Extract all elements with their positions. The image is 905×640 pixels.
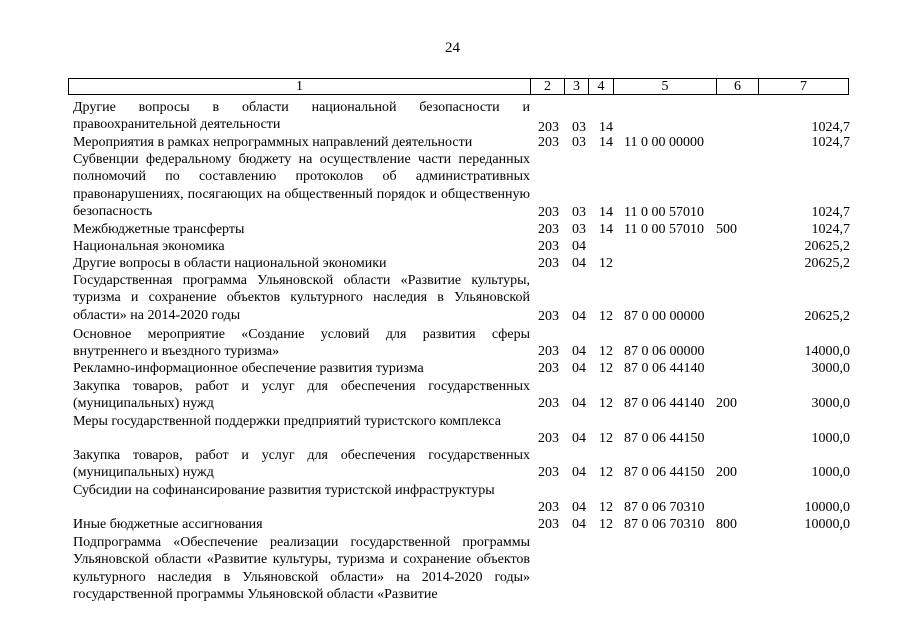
header-col-6: 6 [716,79,758,94]
code-ss: 14 [599,222,613,237]
row-description: Основное мероприятие «Создание условий для развития сферы внутреннего и въездного туризма» [73,327,530,360]
row-codes [0,308,905,325]
row-sum: 20625,2 [804,256,850,271]
code-ss: 12 [599,344,613,359]
code-rz: 203 [538,239,559,254]
code-rz: 203 [538,135,559,150]
header-col-5: 5 [613,79,716,94]
row-codes [0,516,905,533]
row-codes [0,499,905,516]
row-sum: 1024,7 [811,205,850,220]
row-description: Другие вопросы в области национальной безопасности и правоохранительной деятельности [73,100,530,133]
code-ss: 14 [599,135,613,150]
code-pr: 04 [572,256,586,271]
code-pr: 04 [572,361,586,376]
code-pr: 04 [572,517,586,532]
code-rz: 203 [538,517,559,532]
code-rz: 203 [538,120,559,135]
row-description: Иные бюджетные ассигнования [73,517,263,532]
row-description: Субсидии на софинансирование развития туристской инфраструктуры [73,483,495,498]
row-description: Другие вопросы в области национальной экономики [73,256,387,271]
code-cs: 11 0 00 57010 [624,222,704,237]
code-rz: 203 [538,256,559,271]
header-col-7: 7 [758,79,848,94]
row-codes [0,238,905,255]
code-ss: 12 [599,431,613,446]
code-cs: 11 0 00 00000 [624,135,704,150]
code-cs: 87 0 06 00000 [624,344,705,359]
row-sum: 3000,0 [811,361,850,376]
code-cs: 87 0 06 70310 [624,500,705,515]
row-sum: 20625,2 [804,309,850,324]
code-rz: 203 [538,500,559,515]
row-codes [0,360,905,377]
row-sum: 1024,7 [811,135,850,150]
row-sum: 1024,7 [811,120,850,135]
code-cs: 87 0 06 44150 [624,431,705,446]
row-description: Закупка товаров, работ и услуг для обеспечения государственных (муниципальных) нужд [73,379,530,412]
row-codes [0,430,905,447]
code-cs: 87 0 06 70310 [624,517,705,532]
code-pr: 04 [572,465,586,480]
row-codes [0,464,905,481]
code-rz: 203 [538,205,559,220]
row-sum: 3000,0 [811,396,850,411]
code-cs: 11 0 00 57010 [624,205,704,220]
header-col-2: 2 [530,79,564,94]
code-rz: 203 [538,222,559,237]
code-rz: 203 [538,431,559,446]
code-ss: 14 [599,120,613,135]
header-col-3: 3 [564,79,588,94]
header-col-1: 1 [296,79,303,94]
code-cs: 87 0 06 44150 [624,465,705,480]
code-cs: 87 0 00 00000 [624,309,705,324]
code-ss: 14 [599,205,613,220]
code-ss: 12 [599,517,613,532]
row-description: Межбюджетные трансферты [73,222,245,237]
row-description: Меры государственной поддержки предприятий туристского комплекса [73,414,501,429]
row-description: Субвенции федеральному бюджету на осуществление части переданных полномочий по составлению протоколов об административных правонарушениях, посягающих на общественный порядок и общественную безопасность [73,152,530,220]
code-pr: 03 [572,120,586,135]
row-description: Закупка товаров, работ и услуг для обеспечения государственных (муниципальных) нужд [73,448,530,481]
row-sum: 10000,0 [804,517,850,532]
row-codes [0,395,905,412]
code-vr: 800 [716,517,737,532]
code-pr: 04 [572,396,586,411]
code-ss: 12 [599,396,613,411]
code-pr: 04 [572,431,586,446]
row-sum: 20625,2 [804,239,850,254]
code-ss: 12 [599,500,613,515]
code-pr: 04 [572,344,586,359]
code-pr: 04 [572,239,586,254]
code-vr: 500 [716,222,737,237]
code-ss: 12 [599,361,613,376]
code-rz: 203 [538,465,559,480]
code-rz: 203 [538,344,559,359]
code-pr: 03 [572,135,586,150]
row-sum: 1000,0 [811,431,850,446]
row-codes [0,134,905,151]
code-pr: 04 [572,309,586,324]
code-vr: 200 [716,465,737,480]
code-ss: 12 [599,465,613,480]
code-pr: 04 [572,500,586,515]
page-number: 24 [445,40,460,56]
code-rz: 203 [538,361,559,376]
code-rz: 203 [538,396,559,411]
row-codes [0,255,905,272]
code-pr: 03 [572,222,586,237]
row-codes [0,204,905,221]
row-description: Мероприятия в рамках непрограммных направлений деятельности [73,135,473,150]
code-ss: 12 [599,309,613,324]
header-col-4: 4 [588,79,613,94]
code-cs: 87 0 06 44140 [624,396,705,411]
code-vr: 200 [716,396,737,411]
row-sum: 1000,0 [811,465,850,480]
row-description: Государственная программа Ульяновской области «Развитие культуры, туризма и сохранение объектов культурного наследия в Ульяновской области» на 2014-2020 годы [73,273,530,323]
row-description: Подпрограмма «Обеспечение реализации государственной программы Ульяновской области «Развитие культуры, туризма и сохранение объектов культурного наследия в Ульяновской области» на 2014-2020 годы» государственной программы Ульяновской области «Развитие [73,535,530,603]
code-rz: 203 [538,309,559,324]
row-sum: 10000,0 [804,500,850,515]
row-codes [0,343,905,360]
row-sum: 14000,0 [804,344,850,359]
code-cs: 87 0 06 44140 [624,361,705,376]
row-description: Рекламно-информационное обеспечение развития туризма [73,361,424,376]
row-codes [0,221,905,238]
code-ss: 12 [599,256,613,271]
row-description: Национальная экономика [73,239,225,254]
row-sum: 1024,7 [811,222,850,237]
code-pr: 03 [572,205,586,220]
